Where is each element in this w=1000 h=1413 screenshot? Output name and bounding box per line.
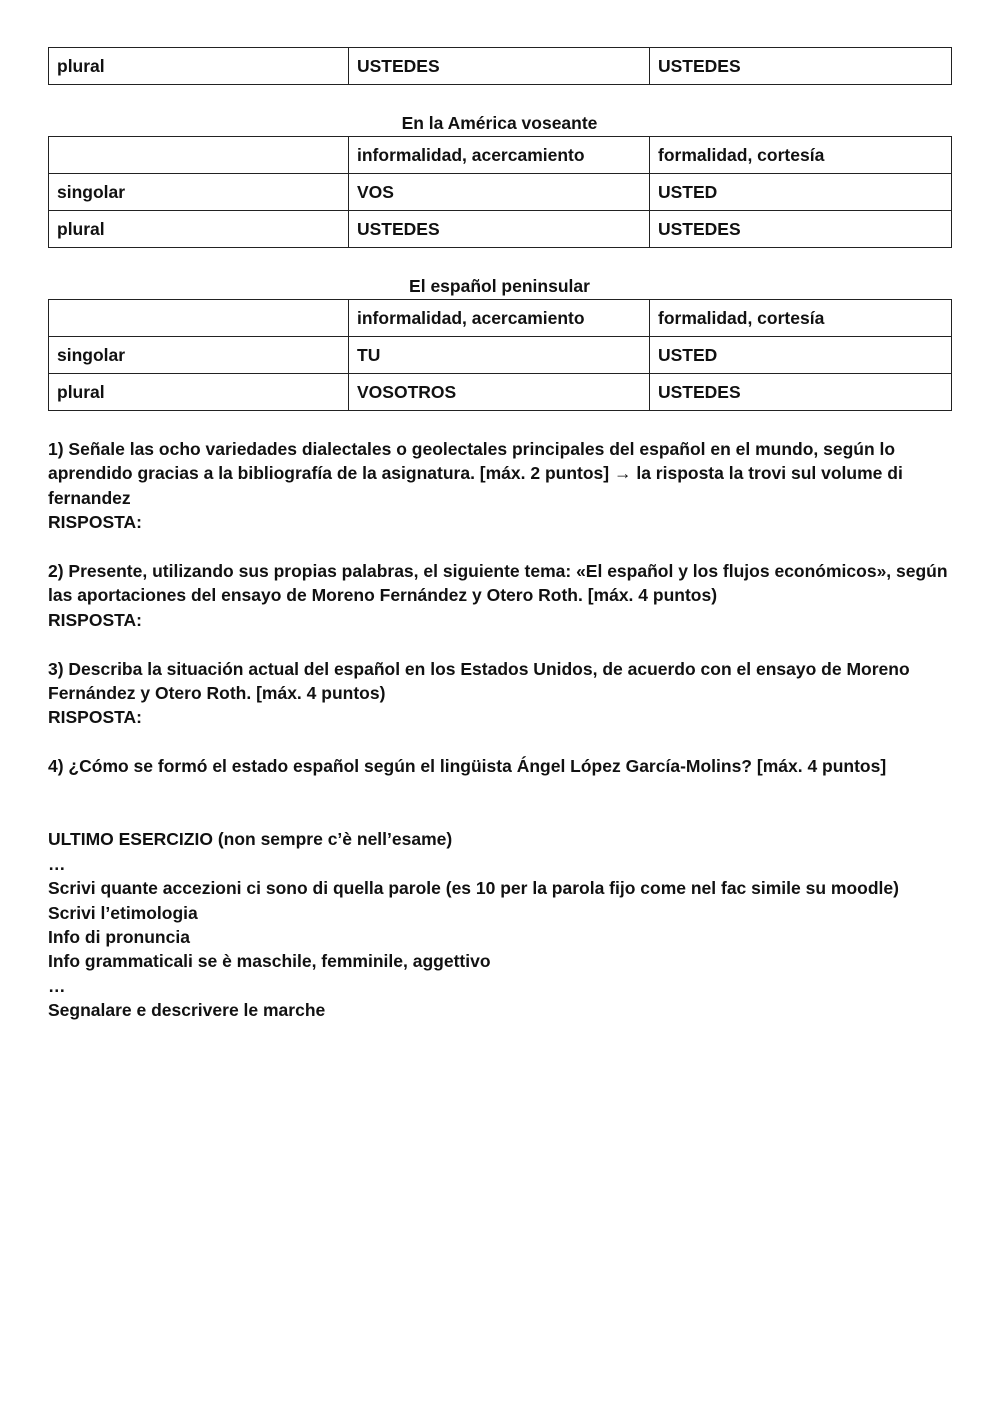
table-cell: USTEDES: [650, 48, 952, 85]
answer-label-3: RISPOSTA:: [48, 707, 142, 728]
question-1: 1) Señale las ocho variedades dialectales o geolectales principales del español en el mundo, según lo aprendido gracias a la bibliografía de la asignatura. [máx. 2 puntos] → la risposta la trovi sul volume di fernandez: [48, 439, 903, 508]
table-america-voseante: [48, 136, 952, 248]
table-cell: formalidad, cortesía: [650, 300, 952, 337]
last-exercise-line: Info grammaticali se è maschile, femminile, aggettivo: [48, 951, 491, 972]
answer-label-1: RISPOSTA:: [48, 512, 142, 533]
table-row: [49, 211, 952, 248]
last-exercise-line: Scrivi l’etimologia: [48, 902, 198, 923]
table-row: [49, 137, 952, 174]
question-3: 3) Describa la situación actual del español en los Estados Unidos, de acuerdo con el ensayo de Moreno Fernández y Otero Roth. [máx. 4 puntos): [48, 658, 910, 704]
exam-questions: [48, 437, 951, 1023]
table-cell: USTEDES: [349, 211, 650, 248]
table-caption-peninsular: El español peninsular: [409, 276, 590, 296]
table-cell: singolar: [49, 337, 349, 374]
last-exercise-line: …: [48, 975, 66, 996]
document-page: [48, 47, 951, 1023]
table-row: [49, 174, 952, 211]
last-exercise-title: ULTIMO ESERCIZIO (non sempre c’è nell’esame): [48, 829, 453, 850]
table-cell: USTED: [650, 337, 952, 374]
table-cell: plural: [49, 374, 349, 411]
table-cell: informalidad, acercamiento: [349, 137, 650, 174]
table-cell: [49, 300, 349, 337]
table-cell: singolar: [49, 174, 349, 211]
table-row: [49, 48, 952, 85]
table-cell: plural: [49, 211, 349, 248]
table-cell: TU: [349, 337, 650, 374]
table-pronouns-continued: [48, 47, 952, 85]
last-exercise-line: Scrivi quante accezioni ci sono di quella parole (es 10 per la parola fijo come nel fac simile su moodle): [48, 878, 899, 899]
question-2: 2) Presente, utilizando sus propias palabras, el siguiente tema: «El español y los flujos económicos», según las aportaciones del ensayo de Moreno Fernández y Otero Roth. [máx. 4 puntos): [48, 561, 948, 606]
answer-label-2: RISPOSTA:: [48, 609, 142, 630]
table-caption-america: En la América voseante: [401, 113, 598, 133]
table-cell: [49, 137, 349, 174]
table-row: [49, 374, 952, 411]
table-cell: USTED: [650, 174, 952, 211]
table-cell: formalidad, cortesía: [650, 137, 952, 174]
table-row: [49, 300, 952, 337]
table-cell: USTEDES: [349, 48, 650, 85]
table-cell: USTEDES: [650, 211, 952, 248]
table-row: [49, 337, 952, 374]
question-4: 4) ¿Cómo se formó el estado español según el lingüista Ángel López García-Molins? [máx. 4 puntos]: [48, 756, 887, 777]
table-espanol-peninsular: [48, 299, 952, 411]
table-cell: USTEDES: [650, 374, 952, 411]
last-exercise-line: Info di pronuncia: [48, 927, 190, 948]
table-cell: VOSOTROS: [349, 374, 650, 411]
table-cell: VOS: [349, 174, 650, 211]
last-exercise-line: Segnalare e descrivere le marche: [48, 1000, 326, 1021]
last-exercise-line: …: [48, 853, 66, 874]
table-cell: informalidad, acercamiento: [349, 300, 650, 337]
table-cell: plural: [49, 48, 349, 85]
